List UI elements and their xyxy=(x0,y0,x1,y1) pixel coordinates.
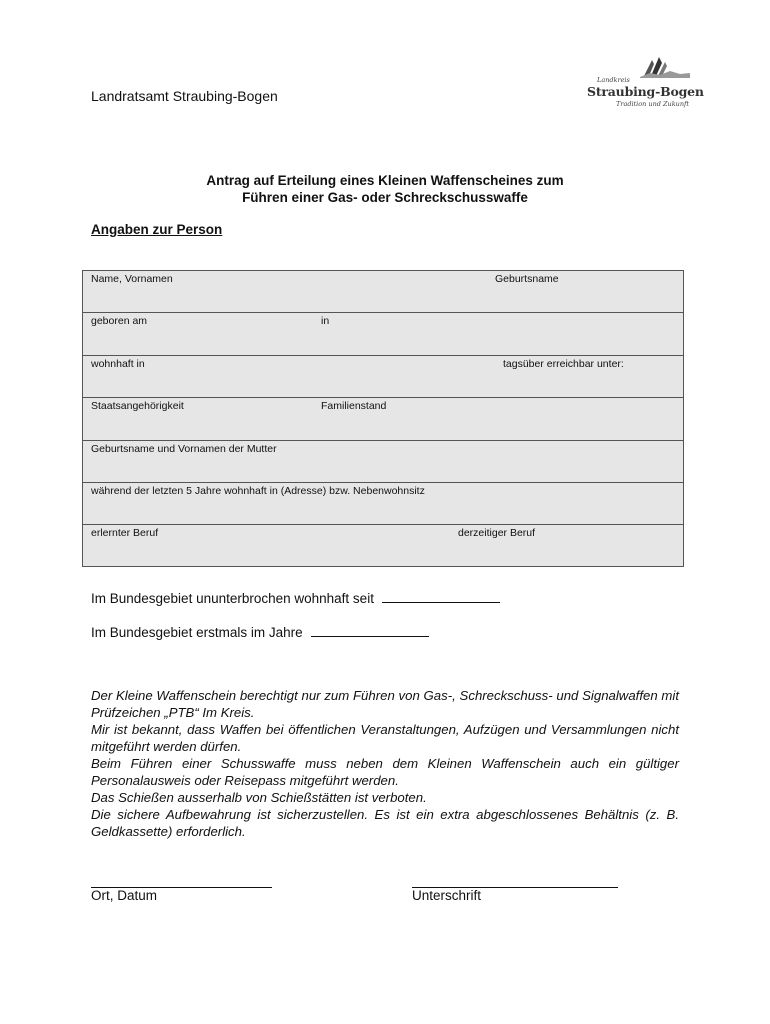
district-emblem-icon xyxy=(640,54,690,78)
residence-first-field[interactable] xyxy=(311,622,429,637)
label-previous-address: während der letzten 5 Jahre wohnhaft in (Adresse) bzw. Nebenwohnsitz xyxy=(91,485,425,497)
form-row-birth[interactable] xyxy=(83,313,683,355)
personal-data-table xyxy=(82,270,684,567)
residence-since-label: Im Bundesgebiet ununterbrochen wohnhaft seit xyxy=(91,591,374,606)
form-row-nationality[interactable] xyxy=(83,398,683,440)
residence-since-line xyxy=(91,588,500,606)
label-current-profession: derzeitiger Beruf xyxy=(458,527,536,540)
notice-paragraph: Mir ist bekannt, dass Waffen bei öffentlichen Veranstaltungen, Aufzügen und Versammlungen nicht mitgeführt werden dürfen. xyxy=(91,722,679,754)
label-marital-status: Familienstand xyxy=(321,400,387,413)
logo-main-text: Straubing-Bogen xyxy=(587,84,704,99)
legal-notice xyxy=(91,687,679,840)
label-birth-name: Geburtsname xyxy=(495,273,559,285)
label-resides-in: wohnhaft in xyxy=(91,357,145,370)
label-born-in: in xyxy=(321,315,330,328)
label-nationality: Staatsangehörigkeit xyxy=(91,400,184,413)
form-row-profession[interactable] xyxy=(83,525,683,567)
residence-since-field[interactable] xyxy=(382,588,500,603)
notice-paragraph: Der Kleine Waffenschein berechtigt nur zum Führen von Gas-, Schreckschuss- und Signalwaffen mit Prüfzeichen „PTB“ Im Kreis. xyxy=(91,688,679,720)
residence-first-line xyxy=(91,622,429,640)
district-logo xyxy=(584,54,704,110)
form-title xyxy=(91,172,679,206)
label-name: Name, Vornamen xyxy=(91,273,173,285)
logo-tagline: Tradition und Zukunft xyxy=(616,100,690,108)
notice-paragraph: Die sichere Aufbewahrung ist sicherzustellen. Es ist ein extra abgeschlossenes Behältnis (z. B. Geldkassette) erforderlich. xyxy=(91,807,679,839)
place-date-label: Ort, Datum xyxy=(91,888,158,903)
form-row-previous-address[interactable] xyxy=(83,483,683,525)
label-learned-profession: erlernter Beruf xyxy=(91,527,159,540)
title-line-1: Antrag auf Erteilung eines Kleinen Waffenscheines zum xyxy=(206,173,564,188)
section-heading: Angaben zur Person xyxy=(91,222,223,237)
notice-paragraph: Beim Führen einer Schusswaffe muss neben dem Kleinen Waffenschein auch ein gültiger Personalausweis oder Reisepass mitgeführt werden. xyxy=(91,756,679,788)
form-row-mother[interactable] xyxy=(83,441,683,483)
form-row-residence[interactable] xyxy=(83,356,683,398)
label-born-on: geboren am xyxy=(91,315,148,328)
authority-name: Landratsamt Straubing-Bogen xyxy=(91,88,278,104)
label-daytime-contact: tagsüber erreichbar unter: xyxy=(503,357,624,370)
form-row-name[interactable] xyxy=(83,271,683,313)
signature-label: Unterschrift xyxy=(412,888,482,903)
label-mother-name: Geburtsname und Vornamen der Mutter xyxy=(91,442,277,455)
title-line-2: Führen einer Gas- oder Schreckschusswaffe xyxy=(242,190,528,205)
residence-first-label: Im Bundesgebiet erstmals im Jahre xyxy=(91,625,303,640)
logo-small-text: Landkreis xyxy=(597,76,630,84)
notice-paragraph: Das Schießen ausserhalb von Schießstätten ist verboten. xyxy=(91,790,427,805)
